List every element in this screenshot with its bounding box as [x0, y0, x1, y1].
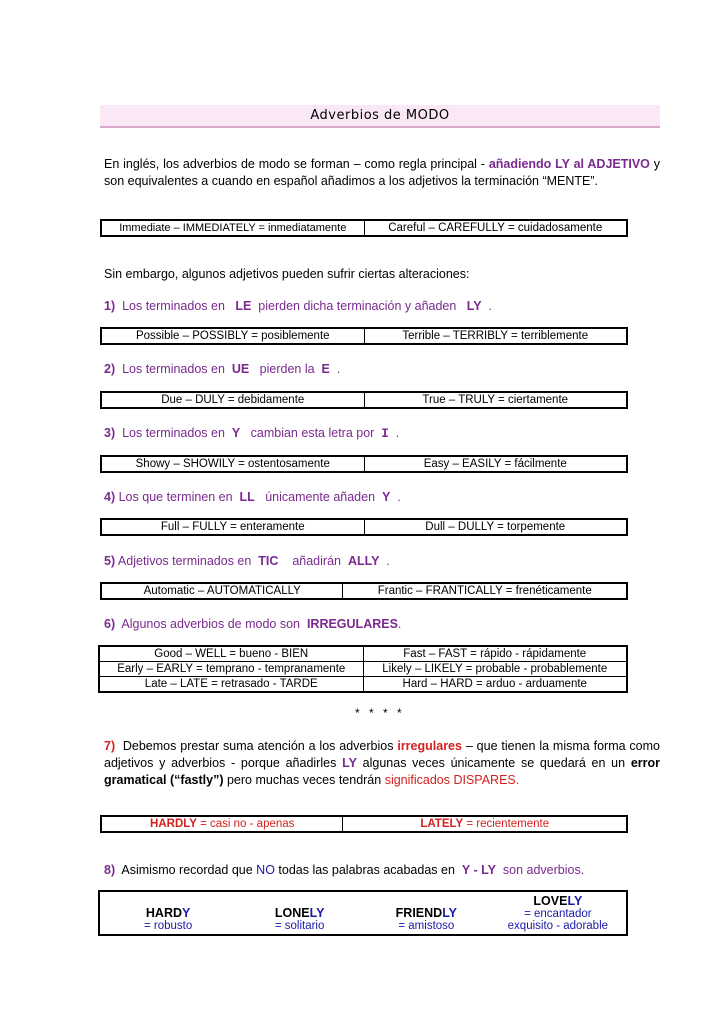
rule-5-heading: 5) Adjetivos terminados en TIC añadirán ALLY . — [104, 554, 390, 568]
table-row: Good – WELL = bueno - BIEN Fast – FAST = rápido - rápidamente — [99, 646, 627, 662]
rule-1-heading: 1) Los terminados en LE pierden dicha terminación y añaden LY . — [104, 299, 493, 313]
rule-3-heading: 3) Los terminados en Y cambian esta letra por I . — [104, 426, 400, 441]
rule-6-heading: 6) Algunos adverbios de modo son IRREGULARES. — [104, 617, 402, 631]
rule-8-heading: 8) Asimismo recordad que NO todas las palabras acabadas en Y - LY son adverbios. — [104, 863, 585, 877]
intro-examples-table: Immediate – IMMEDIATELY = inmediatamente Careful – CAREFULLY = cuidadosamente — [100, 219, 628, 237]
rule-5-examples: Automatic – AUTOMATICALLY Frantic – FRANTICALLY = frenéticamente — [100, 582, 628, 600]
table-row: Late – LATE = retrasado - TARDE Hard – HARD = arduo - arduamente — [99, 677, 627, 693]
table-row: Early – EARLY = temprano - tempranamente Likely – LIKELY = probable - probablemente — [99, 662, 627, 677]
word-lovely: LOVELY = encantador exquisito - adorable — [507, 894, 609, 932]
rule-7-examples: HARDLY = casi no - apenas LATELY = recientemente — [100, 815, 628, 833]
rule-2-examples: Due – DULY = debidamente True – TRULY = ciertamente — [100, 391, 628, 409]
word-hardy: HARDY = robusto — [143, 906, 193, 932]
irregulares-table — [98, 645, 628, 693]
separator-stars: * * * * — [355, 706, 405, 720]
rule-1-examples: Possible – POSSIBLY = posiblemente Terrible – TERRIBLY = terriblemente — [100, 327, 628, 345]
rule-4-heading: 4) Los que terminen en LL únicamente añaden Y . — [104, 490, 401, 504]
rule-2-heading: 2) Los terminados en UE pierden la E . — [104, 362, 341, 376]
page-title: Adverbios de MODO — [100, 105, 660, 128]
intro-paragraph: En inglés, los adverbios de modo se forman – como regla principal - añadiendo LY al ADJETIVO y son equivalentes a cuando en español añadimos a los adjetivos la terminación “MENTE”. — [104, 157, 660, 188]
rule-7-paragraph: 7) Debemos prestar suma atención a los adverbios irregulares – que tienen la misma forma como adjetivos y adverbios - porque añadirles LY algunas veces únicamente se quedará en un error gramatical (“fastly”) pero muchas veces tendrán significados DISPARES. — [104, 739, 661, 787]
rule-3-examples: Showy – SHOWILY = ostentosamente Easy – EASILY = fácilmente — [100, 455, 628, 473]
false-adverbs-table — [98, 890, 628, 936]
word-lonely: LONELY = solitario — [274, 906, 325, 932]
word-friendly: FRIENDLY = amistoso — [395, 906, 458, 932]
rule-4-examples: Full – FULLY = enteramente Dull – DULLY = torpemente — [100, 518, 628, 536]
sin-embargo-text: Sin embargo, algunos adjetivos pueden sufrir ciertas alteraciones: — [104, 267, 470, 281]
